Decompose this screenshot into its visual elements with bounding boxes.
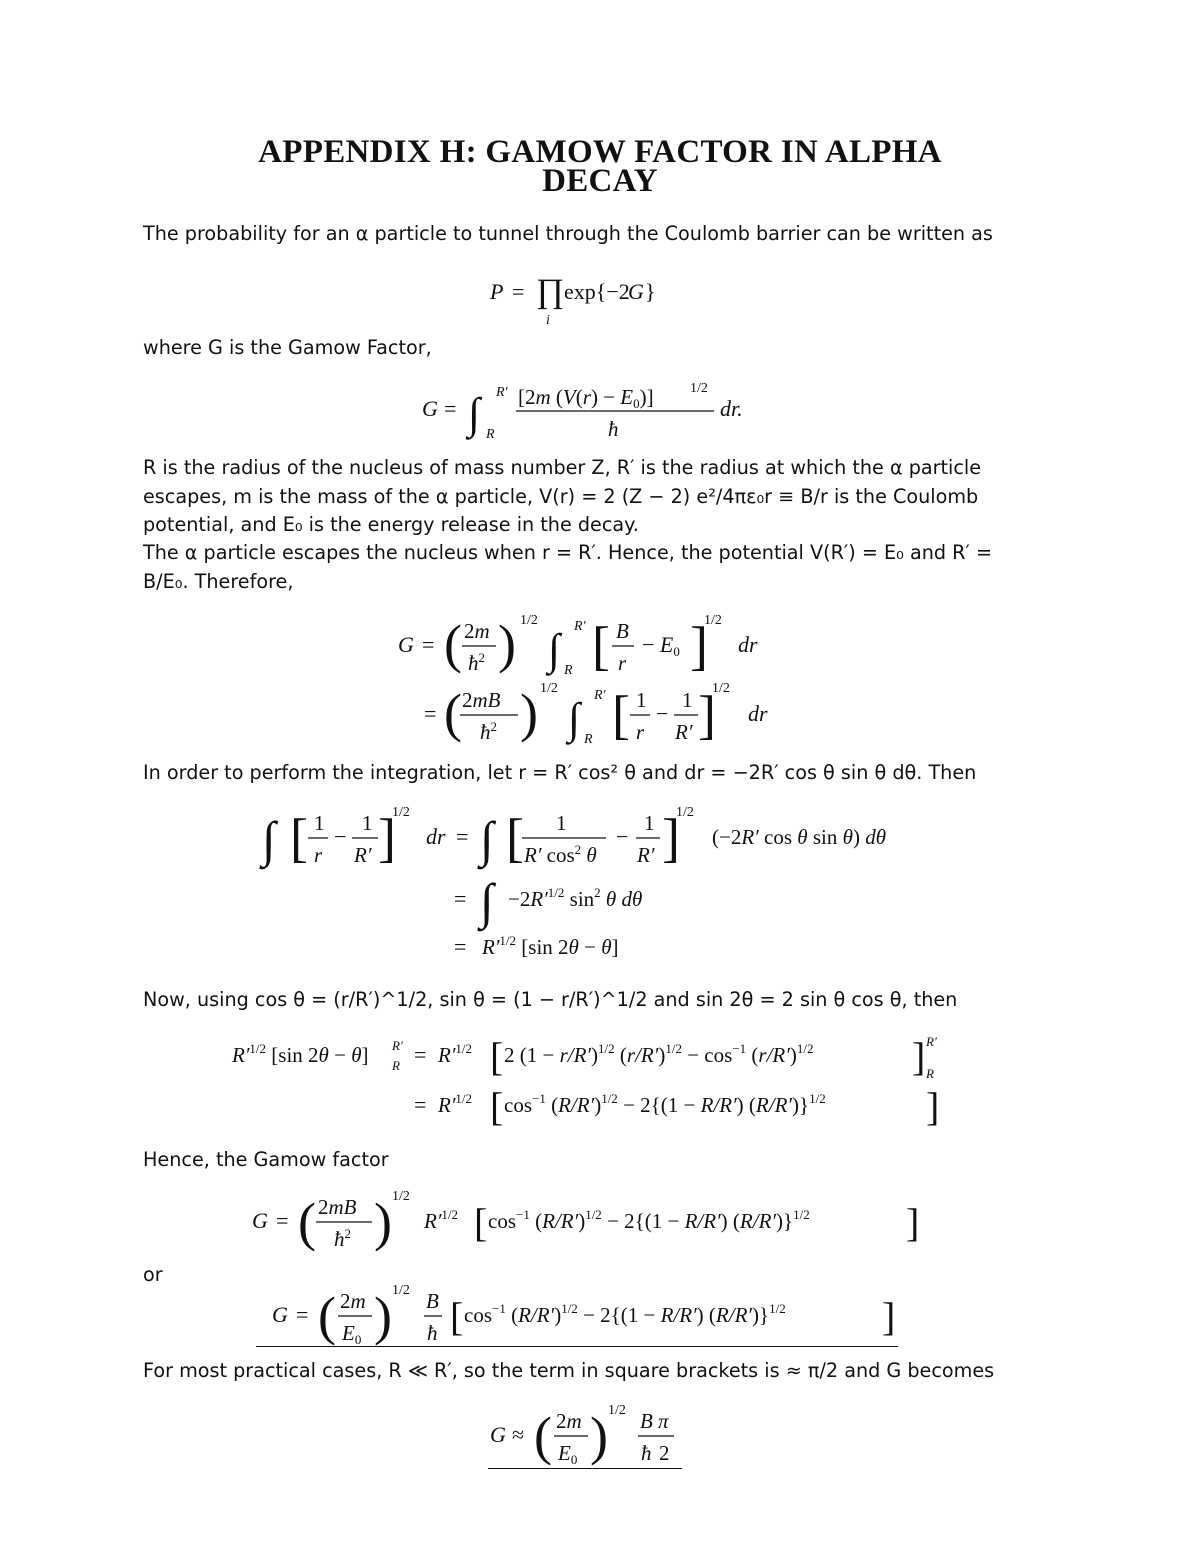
svg-text:−: −: [334, 824, 347, 849]
svg-text:G: G: [422, 396, 438, 421]
svg-text:): ): [520, 683, 538, 743]
svg-text:B: B: [640, 1409, 653, 1433]
svg-text:i: i: [546, 313, 550, 328]
svg-text:1: 1: [682, 688, 693, 712]
equation-gamow-expanded: [398, 606, 798, 756]
svg-text:2m: 2m: [464, 619, 490, 643]
svg-text:R′: R′: [354, 843, 372, 867]
svg-text:G: G: [272, 1302, 288, 1327]
svg-text:2m: 2m: [340, 1289, 366, 1313]
svg-text:G: G: [398, 632, 414, 657]
svg-text:[: [: [474, 1200, 488, 1245]
equation-gamow-result-2: [272, 1280, 912, 1350]
svg-text:R′: R′: [637, 843, 655, 867]
svg-text:1: 1: [314, 811, 325, 835]
svg-text:R′1/2: $R'^{1/2}$: [438, 1091, 473, 1117]
svg-text:R: R: [392, 1058, 400, 1073]
svg-text:ħ2: $ħ^2$: [480, 719, 497, 744]
underline-result-2: [256, 1346, 898, 1347]
svg-text:1: 1: [362, 811, 373, 835]
paragraph-hence: Hence, the Gamow factor: [143, 1148, 389, 1171]
svg-text:G: G: [490, 1422, 506, 1447]
svg-text:[: [: [592, 616, 610, 676]
svg-text:R′: R′: [392, 1038, 403, 1053]
svg-text:ħ: ħ: [641, 1441, 652, 1465]
svg-text:R′: R′: [594, 688, 606, 703]
svg-text:cos−1 (R/R′)1/2 − 2{(1 − R/R′): $\cos^{-1} (R/R')^{1/2} - 2\{(1 - R/R')$ (R/R′)}$^{1/2}$: [488, 1207, 810, 1233]
svg-text:(−2R′ cos θ sin θ) dθ: (−2R′ cos θ sin θ) dθ: [712, 825, 887, 849]
svg-text:≈: ≈: [512, 1422, 525, 1447]
svg-text:−: −: [616, 824, 629, 849]
svg-text:1/2: 1/2: [690, 381, 708, 396]
svg-text:1: 1: [636, 688, 647, 712]
equation-probability: [490, 272, 690, 332]
svg-text:1/2: 1/2: [392, 1189, 410, 1204]
svg-text:−: −: [656, 701, 669, 726]
svg-text:1/2: 1/2: [392, 805, 410, 820]
svg-text:2mB: 2mB: [462, 688, 501, 712]
svg-text:R′1/2: $R'^{1/2}$: [438, 1041, 473, 1067]
svg-text:=: =: [454, 886, 467, 911]
svg-text:∫: ∫: [262, 811, 276, 867]
paragraph-identities: Now, using cos θ = (r/R′)^1/2, sin θ = (1 − r/R′)^1/2 and sin 2θ = 2 sin θ cos θ, then: [143, 988, 958, 1011]
svg-text:(: (: [534, 1406, 552, 1466]
svg-text:R′: R′: [926, 1034, 937, 1049]
svg-text:]: ]: [926, 1084, 940, 1129]
svg-text:G: G: [252, 1208, 268, 1233]
svg-text:∫: ∫: [568, 694, 581, 743]
svg-text:2m: 2m: [556, 1409, 582, 1433]
svg-text:[: [: [490, 1084, 504, 1129]
svg-text:− E0: − E0: [642, 632, 680, 659]
svg-text:E0: E0: [558, 1441, 578, 1467]
paragraph-escape: The α particle escapes the nucleus when r = R′. Hence, the potential V(R′) = E₀ and R′ = B/E₀. Therefore,: [143, 541, 993, 593]
svg-text:R: R: [926, 1066, 934, 1081]
underline-approx: [488, 1468, 682, 1469]
svg-text:−2R′1/2 sin2 θ dθ: $-2R'^{1/2}$ $\sin^2 \theta$ dθ: [508, 885, 643, 911]
svg-text:2mB: 2mB: [318, 1195, 357, 1219]
svg-text:): ): [374, 1286, 392, 1346]
svg-text:dr: dr: [738, 632, 758, 657]
paragraph-definitions: R is the radius of the nucleus of mass number Z, R′ is the radius at which the α particle escapes, m is the mass of the α particle, V(r) = 2 (Z − 2) e²/4πε₀r ≡ B/r is the Coulomb potential, and E₀ is the energy release in the decay.: [143, 456, 982, 536]
svg-text:∫: ∫: [480, 811, 494, 867]
paragraph-gamow-def: where G is the Gamow Factor,: [143, 336, 432, 359]
svg-text:1/2: 1/2: [712, 681, 730, 696]
svg-text:R′1/2 [sin 2θ − θ]: $R'^{1/2}$ [sin 2θ − θ]: [232, 1041, 369, 1067]
svg-text:R′: R′: [496, 385, 508, 400]
svg-text:P: P: [490, 279, 504, 304]
svg-text:R: R: [486, 427, 495, 442]
svg-text:(: (: [444, 683, 462, 743]
svg-text:R′: R′: [574, 619, 586, 634]
svg-text:2: 2: [659, 1441, 670, 1465]
svg-text:π: π: [658, 1409, 669, 1433]
svg-text:[2m (V(r) − E0)]: [2m (V(r) − E0)]: [518, 385, 654, 411]
svg-text:[: [: [612, 685, 630, 745]
svg-text:]: ]: [882, 1294, 896, 1339]
paragraph-approximation: For most practical cases, R ≪ R′, so the term in square brackets is ≈ π/2 and G becomes: [143, 1359, 995, 1382]
paragraph-substitution: In order to perform the integration, let r = R′ cos² θ and dr = −2R′ cos θ sin θ dθ. Then: [143, 761, 977, 784]
svg-text:1/2: 1/2: [676, 805, 694, 820]
svg-text:}: }: [645, 279, 656, 304]
svg-text:ħ2: $ħ^2$: [334, 1226, 351, 1251]
equation-substitution: [262, 798, 922, 973]
svg-text:cos−1 (R/R′)1/2 − 2{(1 − R/R′): $\cos^{-1} (R/R')^{1/2} - 2\{(1 - R/R')$ (R/R′)}$^{1/2}$: [464, 1301, 786, 1327]
equation-gamow-integral: [422, 374, 782, 454]
svg-text:=: =: [444, 396, 457, 421]
svg-text:exp{−2: exp{−2: [564, 279, 630, 304]
svg-text:[: [: [506, 808, 524, 868]
equation-gamow-result-1: [252, 1186, 932, 1256]
equation-evaluation: [232, 1030, 952, 1135]
svg-text:]: ]: [698, 685, 716, 745]
svg-text:1: 1: [644, 811, 655, 835]
svg-text:): ): [374, 1192, 392, 1252]
svg-text:∫: ∫: [548, 625, 561, 674]
svg-text:R: R: [564, 663, 573, 678]
svg-text:=: =: [456, 824, 469, 849]
appendix-title: [0, 134, 1200, 199]
svg-text:R′ cos2 θ: R′ $\cos^2 \theta$: [524, 842, 597, 867]
svg-text:[: [: [490, 1034, 504, 1079]
svg-text:[: [: [290, 808, 308, 868]
svg-text:]: ]: [690, 616, 708, 676]
svg-text:(: (: [298, 1192, 316, 1252]
svg-text:1/2: 1/2: [704, 613, 722, 628]
title-line-2: DECAY: [542, 163, 658, 199]
svg-text:E0: E0: [342, 1321, 362, 1347]
svg-text:): ): [590, 1406, 608, 1466]
svg-text:]: ]: [906, 1200, 920, 1245]
svg-text:1/2: 1/2: [608, 1403, 626, 1418]
svg-text:1: 1: [556, 811, 567, 835]
svg-text:B: B: [616, 619, 629, 643]
svg-text:=: =: [296, 1302, 309, 1327]
svg-text:]: ]: [662, 808, 680, 868]
svg-text:=: =: [454, 934, 467, 959]
svg-text:]: ]: [912, 1034, 926, 1079]
svg-text:]: ]: [378, 808, 396, 868]
svg-text:r: r: [314, 843, 323, 867]
svg-text:(: (: [444, 614, 462, 674]
svg-text:R: R: [584, 732, 593, 747]
svg-text:∏: ∏: [536, 273, 564, 310]
svg-text:=: =: [414, 1092, 427, 1117]
svg-text:R′: R′: [675, 720, 693, 744]
svg-text:R′1/2: $R'^{1/2}$: [424, 1207, 459, 1233]
paragraph-intro: The probability for an α particle to tunnel through the Coulomb barrier can be written as: [143, 222, 993, 245]
svg-text:dr: dr: [426, 824, 446, 849]
svg-text:1/2: 1/2: [392, 1283, 410, 1298]
svg-text:∫: ∫: [468, 389, 481, 438]
svg-text:r: r: [618, 651, 627, 675]
svg-text:=: =: [276, 1208, 289, 1233]
svg-text:R′1/2 [sin 2θ − θ]: $R'^{1/2}$ [sin 2θ − θ]: [482, 933, 619, 959]
svg-text:r: r: [636, 720, 645, 744]
svg-text:2 (1 − r/R′)1/2 (r/R′)1/2 − co: 2 $(1 - r/R')^{1/2}$ $(r/R')^{1/2} - \cos^{-1} (r/R')^{1/2}$: [504, 1041, 814, 1067]
svg-text:∫: ∫: [480, 873, 494, 929]
equation-gamow-approx: [490, 1396, 690, 1466]
svg-text:=: =: [414, 1042, 427, 1067]
svg-text:B: B: [426, 1289, 439, 1313]
title-line-1: APPENDIX H: GAMOW FACTOR IN ALPHA: [258, 134, 942, 170]
svg-text:G: G: [628, 279, 644, 304]
svg-text:dr.: dr.: [720, 396, 743, 421]
svg-text:cos−1 (R/R′)1/2 − 2{(1 − R/R′): $\cos^{-1} (R/R')^{1/2} - 2\{(1 - R/R')$ (R/R′)}$^{1/2}$: [504, 1091, 826, 1117]
svg-text:[: [: [450, 1294, 464, 1339]
svg-text:ħ: ħ: [608, 417, 619, 441]
paragraph-or: or: [143, 1263, 163, 1286]
svg-text:ħ: ħ: [427, 1321, 438, 1345]
svg-text:1/2: 1/2: [520, 613, 538, 628]
svg-text:ħ2: $ħ^2$: [468, 650, 485, 675]
svg-text:): ): [498, 614, 516, 674]
svg-text:1/2: 1/2: [540, 681, 558, 696]
svg-text:=: =: [424, 701, 437, 726]
svg-text:(: (: [318, 1286, 336, 1346]
svg-text:=: =: [512, 279, 525, 304]
svg-text:dr: dr: [748, 701, 768, 726]
svg-text:=: =: [422, 632, 435, 657]
